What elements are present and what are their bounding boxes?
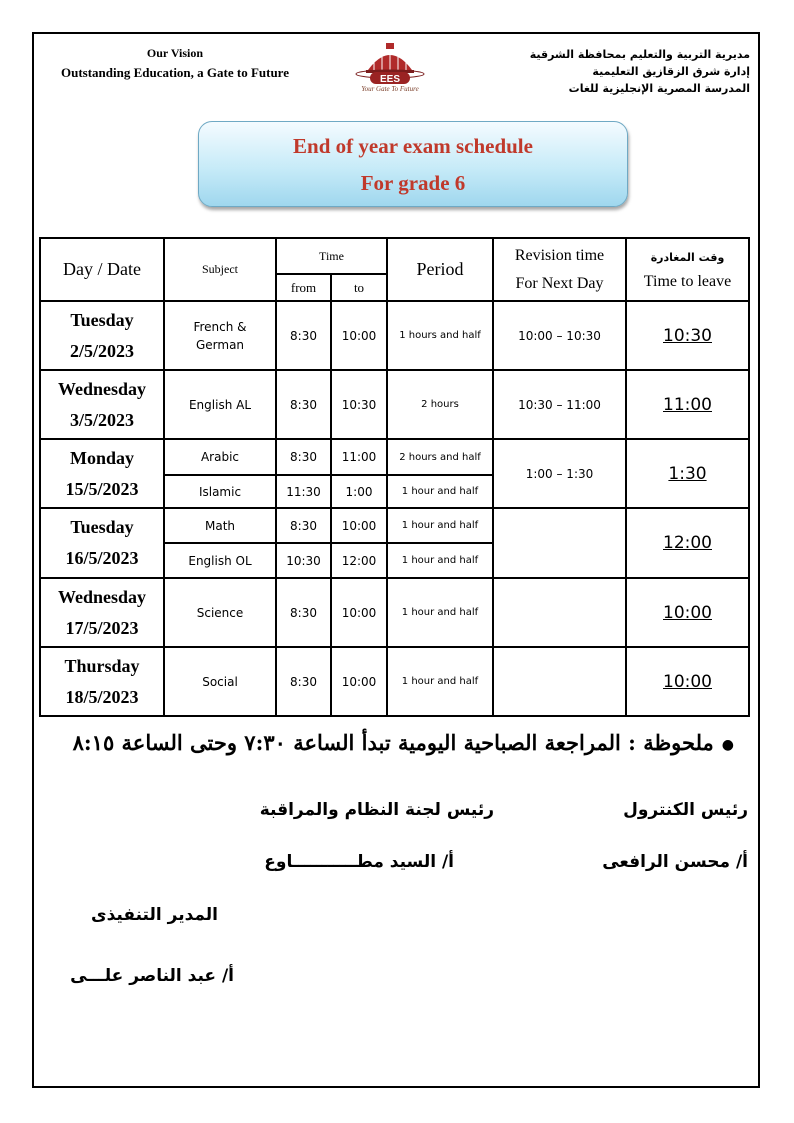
- header-revision-line-2: For Next Day: [515, 274, 604, 292]
- vision-title: Our Vision: [146, 46, 204, 60]
- arabic-header-line-3: المدرسة المصرية الإنجليزية للغات: [568, 82, 750, 95]
- header-subject: Subject: [164, 238, 276, 301]
- logo-tagline: Your Gate To Future: [361, 85, 419, 93]
- table-row: [40, 578, 749, 647]
- period-cell: 1 hour and half: [387, 475, 493, 508]
- arabic-header-line-1: مديرية التربية والتعليم بمحافظة الشرقية: [529, 48, 750, 61]
- header-from: from: [276, 274, 331, 301]
- logo-text: EES: [379, 74, 401, 85]
- day-name: Thursday: [64, 655, 140, 676]
- committee-head-name: أ/ السيد مطـــــــــــاوع: [264, 852, 454, 872]
- from-cell: 8:30: [276, 578, 331, 647]
- day-date-cell: [40, 439, 164, 508]
- header-time-to-leave: [626, 238, 749, 301]
- bullet-icon: ●: [721, 736, 734, 753]
- from-cell: 8:30: [276, 647, 331, 716]
- header-period: Period: [387, 238, 493, 301]
- vision-block: [40, 44, 310, 82]
- from-cell: 8:30: [276, 439, 331, 475]
- morning-review-note: [54, 730, 734, 755]
- director-title: المدير التنفيذى: [91, 905, 218, 925]
- arabic-header: [490, 46, 750, 97]
- exam-schedule-table: [39, 237, 750, 717]
- table-row: [40, 647, 749, 716]
- to-cell: 10:00: [331, 508, 387, 543]
- subject-cell: English AL: [164, 370, 276, 439]
- leave-cell: 10:00: [626, 578, 749, 647]
- subject-line-1: French &: [193, 319, 247, 334]
- subject-cell: Math: [164, 508, 276, 543]
- day-date-cell: [40, 508, 164, 578]
- header-leave-english: Time to leave: [643, 272, 732, 290]
- exam-date: 18/5/2023: [65, 686, 139, 707]
- subject-line-2: German: [195, 337, 245, 352]
- day-date-cell: [40, 578, 164, 647]
- revision-cell: [493, 508, 626, 578]
- period-cell: 2 hours and half: [387, 439, 493, 475]
- day-date-cell: [40, 301, 164, 370]
- from-cell: 11:30: [276, 475, 331, 508]
- to-cell: 10:30: [331, 370, 387, 439]
- director-name: أ/ عبد الناصر علـــى: [70, 966, 234, 986]
- table-row: [40, 301, 749, 370]
- subject-cell: Islamic: [164, 475, 276, 508]
- revision-cell: [493, 647, 626, 716]
- day-name: Monday: [69, 447, 134, 468]
- header-time: Time: [276, 238, 387, 274]
- leave-cell: 12:00: [626, 508, 749, 578]
- exam-date: 2/5/2023: [69, 340, 134, 361]
- note-text: ملحوظة : المراجعة الصباحية اليومية تبدأ الساعة ٧:٣٠ وحتى الساعة ٨:١٥: [72, 730, 714, 755]
- day-name: Tuesday: [70, 309, 134, 330]
- from-cell: 8:30: [276, 301, 331, 370]
- exam-date: 17/5/2023: [65, 617, 139, 638]
- table-row: [40, 439, 749, 475]
- subject-cell: English OL: [164, 543, 276, 578]
- day-date-cell: [40, 647, 164, 716]
- table-row: [40, 508, 749, 543]
- exam-date: 16/5/2023: [65, 548, 139, 568]
- to-cell: 10:00: [331, 578, 387, 647]
- day-name: Wednesday: [57, 378, 147, 399]
- day-name: Tuesday: [70, 517, 134, 537]
- to-cell: 1:00: [331, 475, 387, 508]
- school-logo: [336, 38, 444, 96]
- exam-date: 15/5/2023: [65, 478, 139, 499]
- subject-cell: [164, 301, 276, 370]
- period-cell: 1 hour and half: [387, 647, 493, 716]
- leave-cell: 1:30: [626, 439, 749, 508]
- to-cell: 11:00: [331, 439, 387, 475]
- leave-cell: 10:00: [626, 647, 749, 716]
- subject-cell: Social: [164, 647, 276, 716]
- day-name: Wednesday: [57, 586, 147, 607]
- period-cell: 2 hours: [387, 370, 493, 439]
- table-header-row: [40, 238, 749, 274]
- period-cell: 1 hour and half: [387, 578, 493, 647]
- leave-cell: 11:00: [626, 370, 749, 439]
- header-revision: [493, 238, 626, 301]
- logo-dome-icon: [336, 38, 444, 86]
- banner-title: End of year exam schedule: [293, 134, 533, 158]
- header-leave-arabic: وقت المغادرة: [650, 250, 725, 264]
- from-cell: 10:30: [276, 543, 331, 578]
- revision-cell: 10:30 – 11:00: [493, 370, 626, 439]
- leave-cell: 10:30: [626, 301, 749, 370]
- to-cell: 10:00: [331, 301, 387, 370]
- banner-subtitle: For grade 6: [360, 171, 466, 195]
- vision-text: Outstanding Education, a Gate to Future: [60, 65, 289, 80]
- arabic-header-line-2: إدارة شرق الزقازيق التعليمية: [592, 65, 750, 78]
- period-cell: 1 hour and half: [387, 508, 493, 543]
- header-revision-line-1: Revision time: [514, 246, 605, 264]
- subject-cell: Science: [164, 578, 276, 647]
- revision-cell: 10:00 – 10:30: [493, 301, 626, 370]
- subject-cell: Arabic: [164, 439, 276, 475]
- committee-head-title: رئيس لجنة النظام والمراقبة: [259, 800, 494, 820]
- header-day-date: Day / Date: [40, 238, 164, 301]
- period-cell: 1 hour and half: [387, 543, 493, 578]
- control-head-title: رئيس الكنترول: [623, 800, 748, 820]
- control-head-name: أ/ محسن الرافعى: [602, 852, 748, 872]
- day-date-cell: [40, 370, 164, 439]
- from-cell: 8:30: [276, 370, 331, 439]
- to-cell: 10:00: [331, 647, 387, 716]
- revision-cell: 1:00 – 1:30: [493, 439, 626, 508]
- header-to: to: [331, 274, 387, 301]
- to-cell: 12:00: [331, 543, 387, 578]
- revision-cell: [493, 578, 626, 647]
- from-cell: 8:30: [276, 508, 331, 543]
- exam-date: 3/5/2023: [69, 409, 134, 430]
- title-banner: [198, 121, 628, 207]
- period-cell: 1 hours and half: [387, 301, 493, 370]
- table-row: [40, 370, 749, 439]
